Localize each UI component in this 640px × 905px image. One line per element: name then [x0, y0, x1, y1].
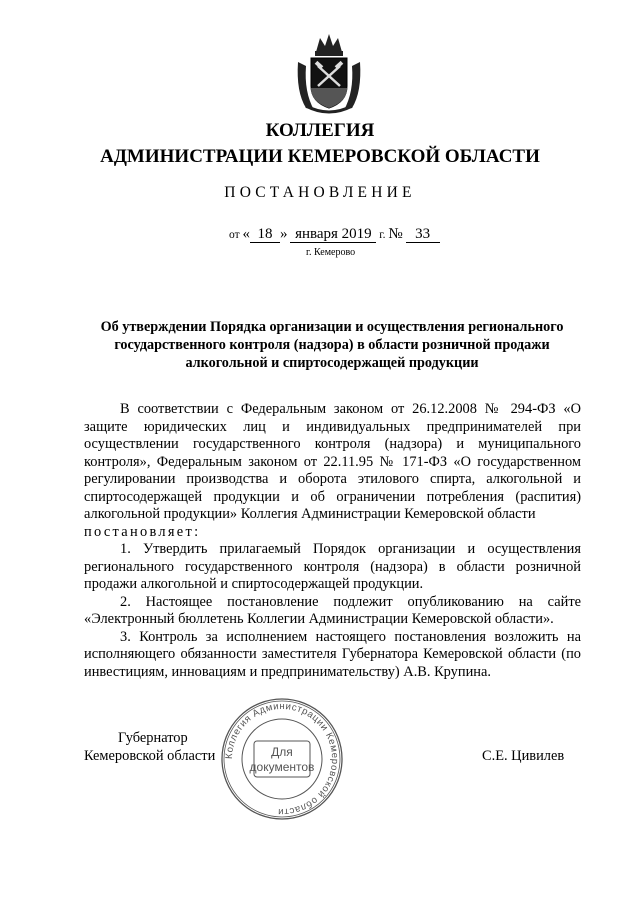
- signatory-position-line1: Губернатор: [118, 730, 188, 746]
- quote-open: «: [242, 226, 250, 242]
- number-sign: №: [388, 226, 403, 242]
- signatory-position-line2: Кемеровской области: [84, 748, 216, 764]
- title-line: государственного контроля (надзора) в области розничной продажи: [114, 337, 550, 353]
- document-number: 33: [406, 227, 440, 243]
- date-prefix: от: [229, 229, 240, 241]
- date-year-suffix: г.: [379, 229, 386, 241]
- item-1: 1. Утвердить прилагаемый Порядок организации и осуществления регионального государственного контроля (надзора) в области розничной продажи алкогольной и спиртосодержащей продукции.: [84, 541, 581, 592]
- decides-word: постановляет:: [84, 523, 201, 540]
- stamp-center-line1: Для: [271, 745, 293, 759]
- date-month-year: января 2019: [290, 227, 376, 243]
- date-day: 18: [250, 227, 280, 243]
- organization-name-line2: АДМИНИСТРАЦИИ КЕМЕРОВСКОЙ ОБЛАСТИ: [100, 146, 540, 167]
- official-stamp: [220, 697, 344, 821]
- organization-name-line1: КОЛЛЕГИЯ: [265, 120, 375, 141]
- signatory-name: С.Е. Цивилев: [482, 748, 565, 764]
- document-body: [84, 401, 581, 681]
- document-title: [88, 318, 576, 372]
- city-label: г. Кемерово: [306, 247, 356, 258]
- date-line: [229, 226, 440, 243]
- document-type: ПОСТАНОВЛЕНИЕ: [224, 184, 416, 201]
- title-line: алкогольной и спиртосодержащей продукции: [185, 355, 479, 371]
- stamp-center-line2: документов: [249, 760, 315, 774]
- stamp-ring-text: Коллегия Администрации Кемеровской области: [223, 700, 341, 818]
- item-3: 3. Контроль за исполнением настоящего постановления возложить на исполняющего обязанности заместителя Губернатора Кемеровской области (по инвестициям, инновациям и предпринимательству) А.В. Крупина.: [84, 628, 581, 680]
- preamble-paragraph: В соответствии с Федеральным законом от 26.12.2008 № 294-ФЗ «О защите юридических лиц и индивидуальных предпринимателей при осуществлении государственного контроля (надзора) и муниципального контроля», Федеральным законом от 22.11.95 № 171-ФЗ «О государственном регулировании производства и оборота этилового спирта, алкогольной и спиртосодержащей продукции и об ограничении потребления (распития) алкогольной продукции» Коллегия Администрации Кемеровской области: [84, 401, 581, 522]
- coat-of-arms-icon: [296, 32, 362, 114]
- title-line: Об утверждении Порядка организации и осуществления регионального: [100, 319, 564, 335]
- quote-close: »: [280, 226, 288, 242]
- item-2: 2. Настоящее постановление подлежит опубликованию на сайте «Электронный бюллетень Коллегии Администрации Кемеровской области».: [84, 593, 581, 627]
